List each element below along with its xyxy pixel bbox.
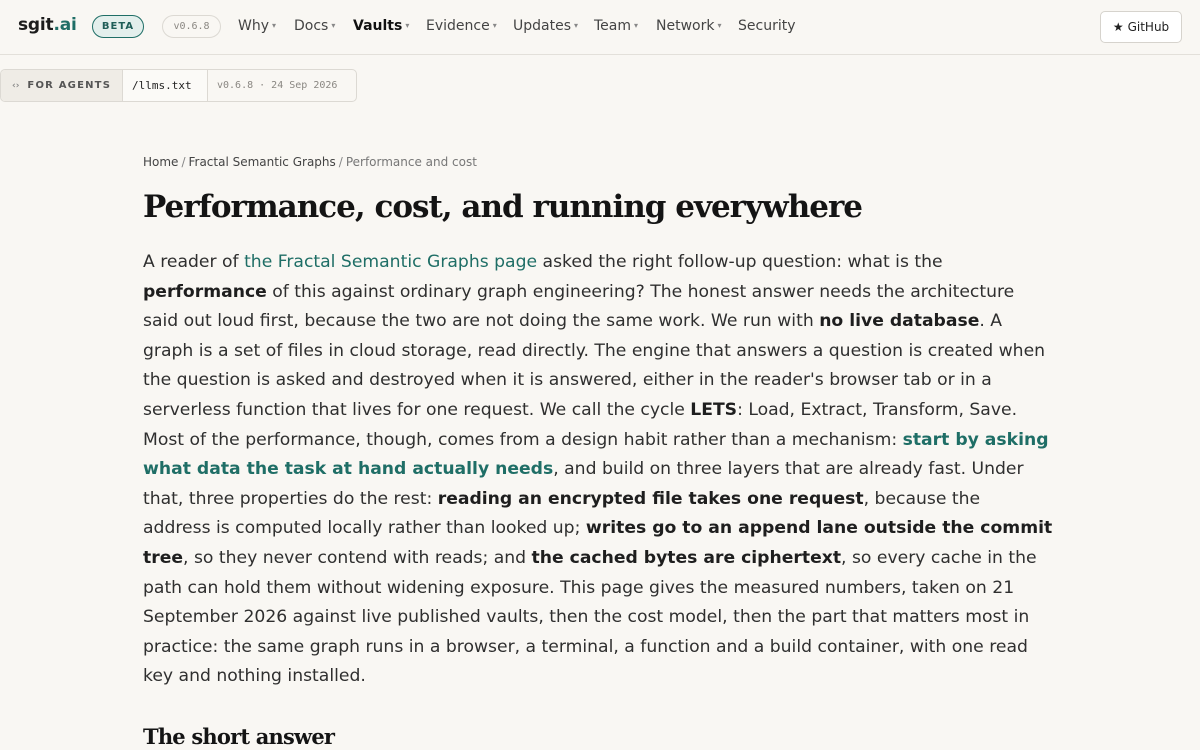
llms-txt-link[interactable]: /llms.txt [123,70,208,101]
text-run: A reader of [143,252,245,272]
nav-item-why[interactable] [238,18,276,34]
text-run: . A graph is a set of files in cloud storage, read directly. The engine that answers a question is created when the question is asked and destroyed when it is answered, either in the reader's browser tab or in a serverless function that lives for one request. We call the cycle [143,311,1046,420]
nav-item-vaults[interactable] [353,18,409,34]
chevron-down-icon: ▾ [492,21,497,30]
nav-item-network[interactable] [656,18,721,34]
nav-item-label: Evidence [426,18,490,34]
nav-item-label: Network [656,18,715,34]
bold-text: no live database [819,311,980,332]
text-run: asked the right follow-up question: what is the [537,252,943,272]
text-run: of this against ordinary graph engineering? The honest answer needs the architecture said out loud first, because the two are not doing the same work. We run with [143,281,1015,332]
github-label: GitHub [1127,20,1170,34]
nav-item-security[interactable] [738,18,796,34]
breadcrumb-separator: / [338,155,343,169]
section-heading: The short answer [143,724,335,749]
nav-item-label: Updates [513,18,571,34]
logo-tld: .ai [53,15,77,35]
logo-name: sgit [18,15,54,35]
fractal-graphs-link[interactable]: the Fractal Semantic Graphs page [244,252,538,272]
page-title: Performance, cost, and running everywhere [143,189,863,225]
top-navigation [0,0,1200,55]
code-icon: ‹› [12,80,20,91]
chevron-down-icon: ▾ [405,21,410,30]
text-run: , so every cache in the path can hold them without widening exposure. This page gives the measured numbers, taken on 21 September 2026 against live published vaults, then the cost model, then the part that matters most in practice: the same graph runs in a browser, a terminal, a function and a build container, with one read key and nothing installed. [143,547,1037,687]
nav-item-label: Why [238,18,270,34]
nav-item-evidence[interactable] [426,18,497,34]
breadcrumb-separator: / [181,155,186,169]
bold-text: writes go to an append lane outside the commit tree [143,518,1053,568]
chevron-down-icon: ▾ [634,21,639,30]
chevron-down-icon: ▾ [574,21,579,30]
agents-bar [0,69,357,102]
version-badge: v0.6.8 [162,15,221,38]
nav-item-label: Vaults [353,18,403,34]
intro-paragraph [143,248,1053,692]
agents-label: FOR AGENTS [27,80,112,91]
chevron-down-icon: ▾ [717,21,722,30]
nav-item-docs[interactable] [294,18,335,34]
github-button[interactable] [1100,11,1182,43]
nav-item-team[interactable] [594,18,638,34]
breadcrumb-current: Performance and cost [345,155,477,169]
bold-text: LETS [690,399,738,420]
text-run: , so they never contend with reads; and [183,547,532,568]
nav-item-label: Security [738,18,796,34]
bold-text: the cached bytes are ciphertext [531,547,842,568]
text-run: : Load, Extract, Transform, Save. Most of the performance, though, comes from a design habit rather than a mechanism: [143,399,1018,450]
bold-text: reading an encrypted file takes one request [437,488,864,509]
breadcrumb-home[interactable]: Home [143,155,179,169]
chevron-down-icon: ▾ [331,21,336,30]
text-run: , because the address is computed locally rather than looked up; [143,488,981,539]
nav-item-label: Docs [294,18,329,34]
star-icon: ★ [1112,20,1124,34]
agents-label-box [1,70,123,101]
chevron-down-icon: ▾ [272,21,277,30]
nav-item-label: Team [594,18,632,34]
beta-badge: BETA [92,15,144,38]
data-needs-link[interactable]: start by asking what data the task at hand actually needs [143,429,1049,480]
bold-text: performance [143,281,267,302]
breadcrumb [143,155,477,169]
agents-version-date: v0.6.8 · 24 Sep 2026 [217,80,338,91]
breadcrumb-section[interactable]: Fractal Semantic Graphs [188,155,336,169]
nav-item-updates[interactable] [513,18,578,34]
site-logo[interactable] [18,15,77,35]
text-run: , and build on three layers that are already fast. Under that, three properties do the rest: [143,459,1024,509]
